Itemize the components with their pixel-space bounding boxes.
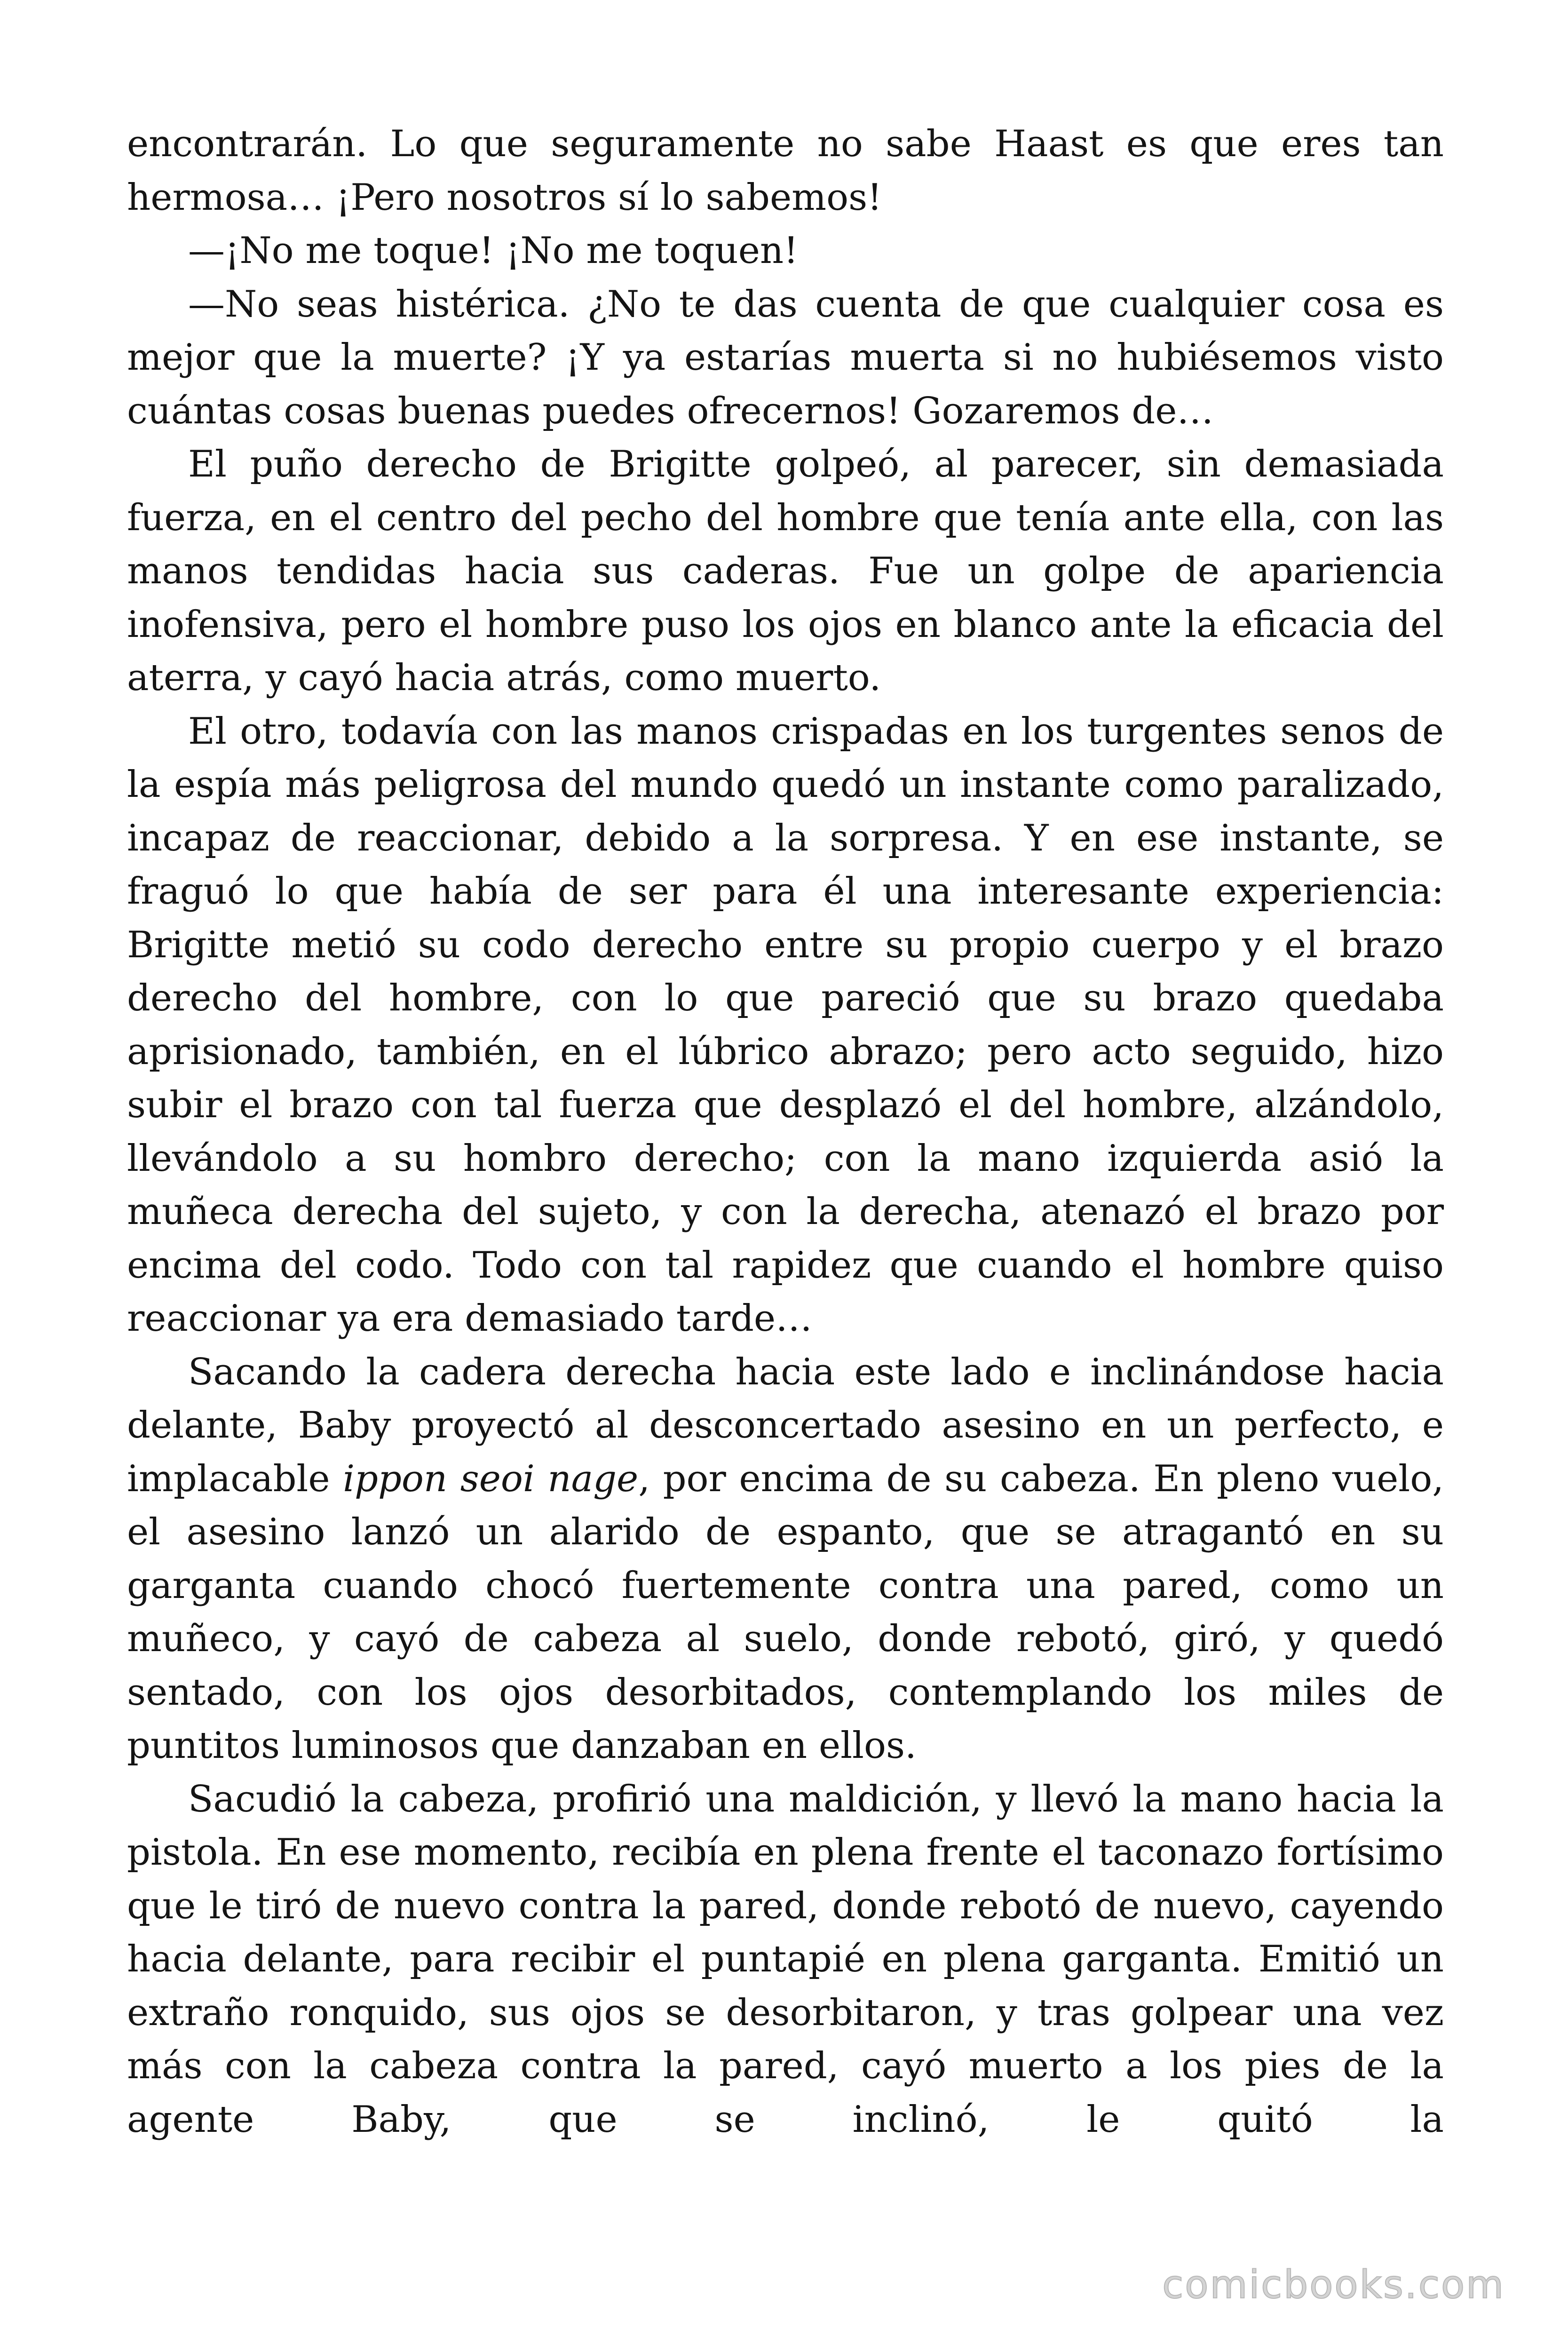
paragraph-5: El otro, todavía con las manos crispadas en los turgentes senos de la espía más peligrosa del mundo quedó un instante como paralizado, incapaz de reaccionar, debido a la sorpresa. Y en ese instante, se fraguó lo que había de ser para él una interesante experiencia: Brigitte metió su codo derecho entre su propio cuerpo y el brazo derecho del hombre, con lo que pareció que su brazo quedaba aprisionado, también, en el lúbrico abrazo; pero acto seguido, hizo subir el brazo con tal fuerza que desplazó el del hombre, alzándolo, llevándolo a su hombro derecho; con la mano izquierda asió la muñeca derecha del sujeto, y con la derecha, atenazó el brazo por encima del codo. Todo con tal rapidez que cuando el hombre quiso reaccionar ya era demasiado tarde…	[127, 710, 1444, 1340]
paragraph-6-text-before: Sacando la cadera derecha hacia este lado e inclinándose hacia delante, Baby proyectó al desconcertado asesino en un perfecto, e implacable	[127, 1351, 1444, 1500]
paragraph-6	[127, 1346, 1444, 1773]
paragraph-4: El puño derecho de Brigitte golpeó, al parecer, sin demasiada fuerza, en el centro del pecho del hombre que tenía ante ella, con las manos tendidas hacia sus caderas. Fue un golpe de apariencia inofensiva, pero el hombre puso los ojos en blanco ante la eficacia del aterra, y cayó hacia atrás, como muerto.	[127, 443, 1444, 699]
paragraph-1: encontrarán. Lo que seguramente no sabe Haast es que eres tan hermosa… ¡Pero nosotros sí lo sabemos!	[127, 123, 1444, 219]
paragraph-6-italic-term: ippon seoi nage	[343, 1457, 639, 1500]
paragraph-2: —¡No me toque! ¡No me toquen!	[188, 230, 799, 272]
paragraph-6-text-after: , por encima de su cabeza. En pleno vuelo, el asesino lanzó un alarido de espanto, que se atragantó en su garganta cuando chocó fuertemente contra una pared, como un muñeco, y cayó de cabeza al suelo, donde rebotó, giró, y quedó sentado, con los ojos desorbitados, contemplando los miles de puntitos luminosos que danzaban en ellos.	[127, 1457, 1444, 1767]
paragraph-7: Sacudió la cabeza, profirió una maldición, y llevó la mano hacia la pistola. En ese momento, recibía en plena frente el taconazo fortísimo que le tiró de nuevo contra la pared, donde rebotó de nuevo, cayendo hacia delante, para recibir el puntapié en plena garganta. Emitió un extraño ronquido, sus ojos se desorbitaron, y tras golpear una vez más con la cabeza contra la pared, cayó muerto a los pies de la agente Baby, que se inclinó, le quitó la	[127, 1778, 1444, 2141]
page-body	[127, 118, 1444, 2146]
paragraph-3: —No seas histérica. ¿No te das cuenta de que cualquier cosa es mejor que la muerte? ¡Y ya estarías muerta si no hubiésemos visto cuántas cosas buenas puedes ofrecernos! Gozaremos de…	[127, 283, 1444, 432]
watermark-logo: comicbooks.com	[1162, 2263, 1505, 2307]
